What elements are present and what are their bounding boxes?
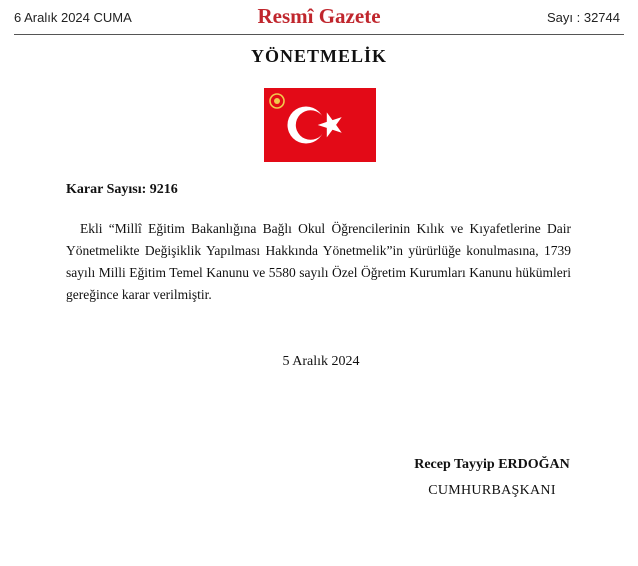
turkish-flag-icon [264, 88, 376, 162]
section-title: YÖNETMELİK [250, 46, 388, 66]
decree-body: Ekli “Millî Eğitim Bakanlığına Bağlı Okul Öğrencilerinin Kılık ve Kıyafetlerine Dair Yönetmelikte Değişiklik Yapılması Hakkında Yönetmelik”in yürürlüğe konulmasına, 1739 sayılı Milli Eğitim Temel Kanunu ve 5580 sayılı Özel Öğretim Kurumları Kanunu hükümleri gereğince karar verilmiştir. [66, 221, 571, 302]
header-divider [14, 34, 624, 35]
signatory-title: CUMHURBAŞKANI [428, 483, 556, 498]
issue-number: Sayı : 32744 [547, 10, 620, 25]
decision-number: Karar Sayısı: 9216 [66, 182, 178, 197]
gazette-header [0, 0, 638, 36]
gazette-title: Resmî Gazete [257, 4, 381, 28]
decree-date: 5 Aralık 2024 [282, 354, 360, 369]
signatory-name: Recep Tayyip ERDOĞAN [414, 457, 570, 472]
issue-date: 6 Aralık 2024 CUMA [14, 10, 132, 25]
